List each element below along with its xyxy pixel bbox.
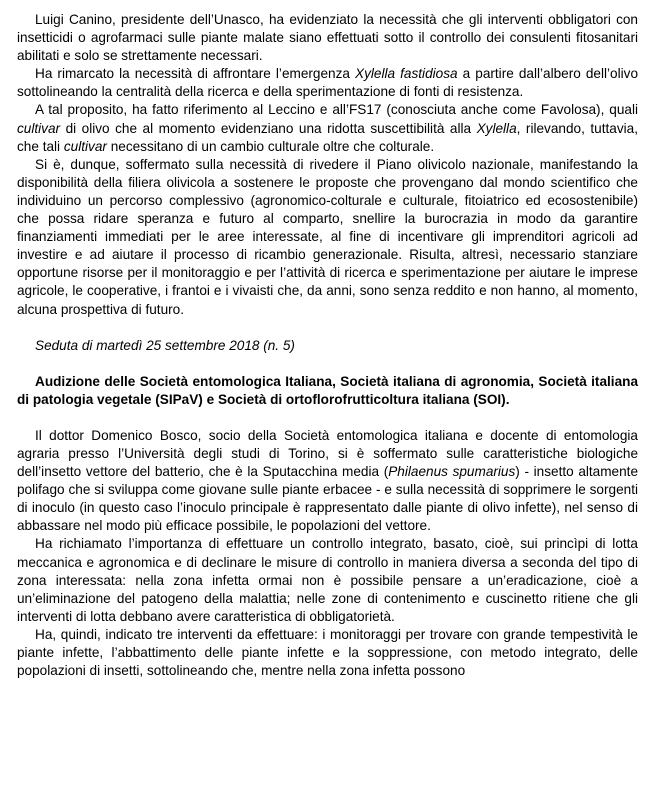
document-page — [17, 0, 638, 680]
session-date: Seduta di martedì 25 settembre 2018 (n. 5) — [35, 337, 295, 353]
paragraph-bosco: Il dottor Domenico Bosco, socio della Società entomologica italiana e docente di entomologia agraria presso l’Università degli studi di Torino, si è soffermato sulle caratteristiche biologiche dell’insetto vettore del batterio, che è la Sputacchina media (Philaenus spumarius) - insetto altamente polifago che si sviluppa come giovane sulle piante erbacee - e sulla necessità di sopprimere le sorgenti di inoculo (in questo caso l’inoculo principale è rappresentato dalle piante di olivo infette), nel senso di abbassare nel modo più efficace possibile, le popolazioni del vettore. — [17, 427, 639, 534]
hearing-heading: Audizione delle Società entomologica Italiana, Società italiana di agronomia, Società italiana di patologia vegetale (SIPaV) e Società di ortoflorofrutticoltura italiana (SOI). — [17, 373, 638, 407]
paragraph-cultivar: A tal proposito, ha fatto riferimento al Leccino e all’FS17 (conosciuta anche come Favolosa), quali cultivar di olivo che al momento evidenziano una ridotta suscettibilità alla Xylella, rilevando, tuttavia, che tali cultivar necessitano di un cambio culturale oltre che colturale. — [17, 102, 638, 154]
paragraph-xylella: Ha rimarcato la necessità di affrontare l’emergenza Xylella fastidiosa a partire dall’albero dell’olivo sottolineando la centralità della ricerca e della sperimentazione di fonti di resistenza. — [17, 66, 639, 100]
paragraph-canino: Luigi Canino, presidente dell’Unasco, ha evidenziato la necessità che gli interventi obbligatori con insetticidi o agrofarmaci sulle piante malate siano effettuati sotto il controllo dei consulenti fitosanitari abilitati e solo se strettamente necessari. — [17, 12, 638, 64]
paragraph-interventi: Ha, quindi, indicato tre interventi da effettuare: i monitoraggi per trovare con grande tempestività le piante infette, l’abbattimento delle piante infette e la soppressione, con metodo integrato, delle popolazioni di insetti, sottolineando che, mentre nella zona infetta possono — [17, 626, 638, 679]
paragraph-controllo-integrato: Ha richiamato l’importanza di effettuare un controllo integrato, basato, cioè, sui princìpi di lotta meccanica e agronomica e di declinare le misure di controllo in maniera diversa a seconda del tipo di zona interessata: nella zona infetta ormai non è possibile pensare a un’eradicazione, cioè a un’eliminazione del patogeno della malattia; nelle zone di contenimento e cuscinetto ritiene che gli interventi di lotta debbano avere caratteristica di obbligatorietà. — [17, 536, 638, 624]
paragraph-piano-olivicolo: Si è, dunque, soffermato sulla necessità di rivedere il Piano olivicolo nazionale, manifestando la disponibilità della filiera olivicola a sostenere le proposte che provengano dal mondo scientifico che individuino un percorso complessivo (agronomico-colturale e culturale, fitoiatrico ed ecosostenibile) che possa ridare speranza e futuro al comparto, snellire la burocrazia in modo da garantire finanziamenti immediati per le aree interessate, al fine di incentivare gli imprenditori agricoli ad investire e ad aiutare il processo di ricambio generazionale. Risulta, altresì, necessario stanziare opportune risorse per il monitoraggio e per l’attività di ricerca e sperimentazione per aiutare le imprese agricole, le cooperative, i frantoi e i vivaisti che, da anni, sono senza reddito e non hanno, al momento, alcuna prospettiva di futuro. — [17, 156, 638, 317]
